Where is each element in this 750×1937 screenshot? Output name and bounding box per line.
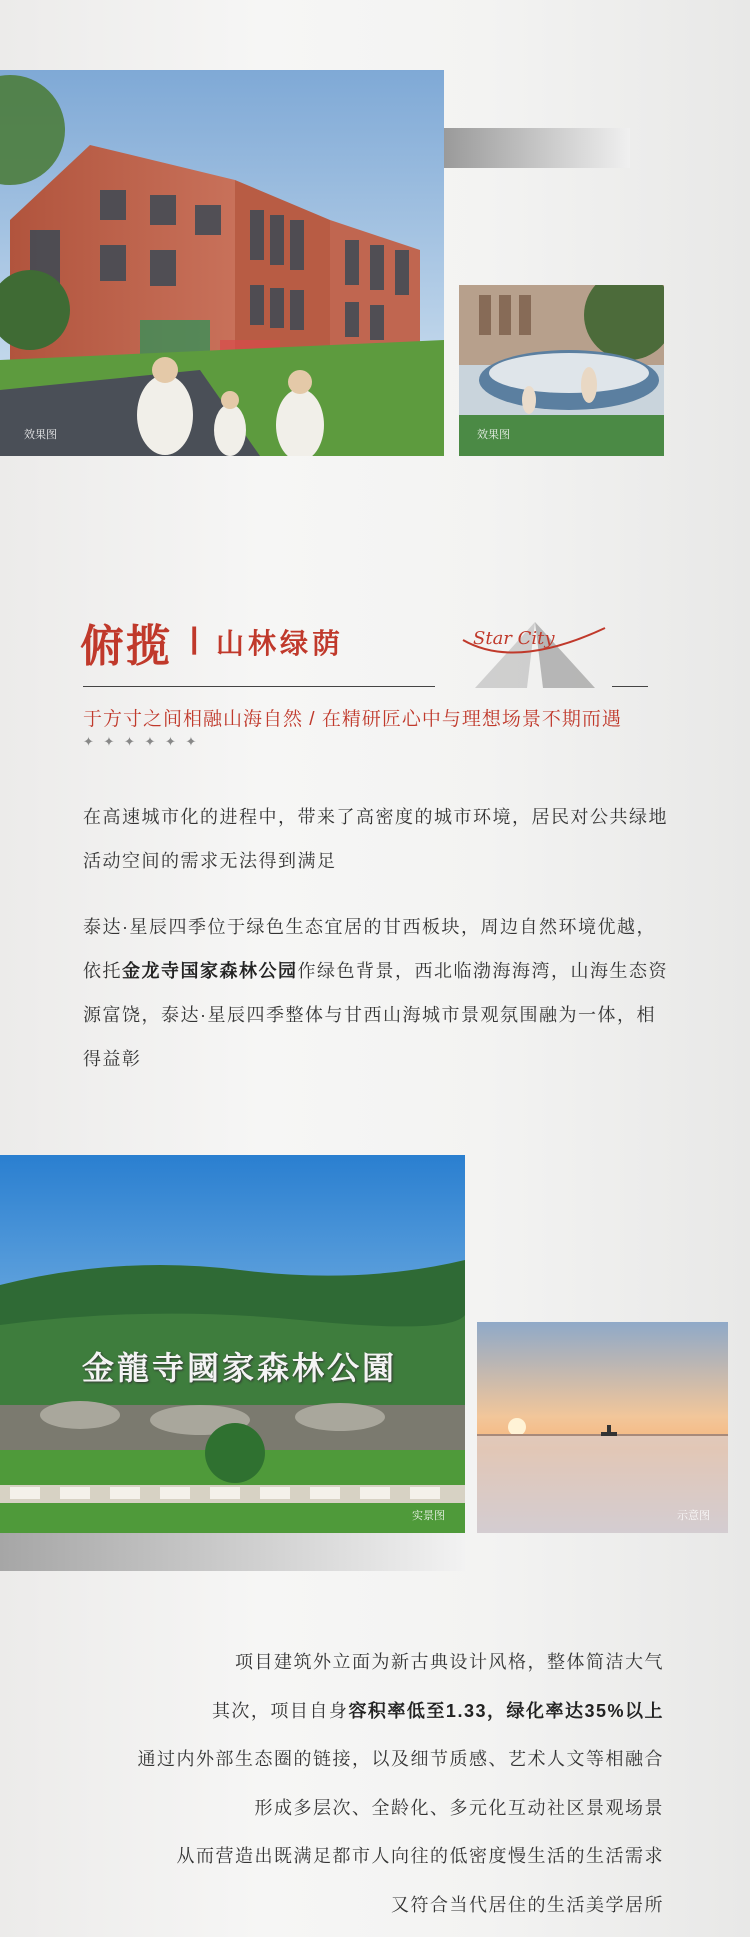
image-caption: 效果图 (477, 429, 510, 441)
sunset-sea-photo (477, 1322, 728, 1533)
decorative-gradient-bar (444, 128, 630, 168)
star-city-logo (455, 600, 615, 690)
closing-line-2-a: 其次，项目自身 (211, 1701, 349, 1721)
section-title-main: 俯揽 (80, 622, 172, 671)
forest-park-name: 金龙寺国家森林公园 (122, 961, 298, 981)
image-caption: 实景图 (412, 1510, 445, 1522)
title-underline-left (83, 686, 435, 687)
closing-line-6: 又符合当代居住的生活美学居所 (391, 1895, 664, 1915)
intro-paragraph: 在高速城市化的进程中，带来了高密度的城市环境，居民对公共绿地活动空间的需求无法得到满足 (83, 807, 668, 871)
closing-line-1: 项目建筑外立面为新古典设计风格，整体简洁大气 (235, 1652, 664, 1672)
section-tagline: 于方寸之间相融山海自然 / 在精研匠心中与理想场景不期而遇 (83, 709, 622, 730)
closing-line-5: 从而营造出既满足都市人向往的低密度慢生活的生活需求 (176, 1846, 664, 1866)
decorative-stars: ✦ ✦ ✦ ✦ ✦ ✦ (83, 734, 200, 749)
location-paragraph (83, 905, 673, 1081)
closing-line-2 (212, 1697, 664, 1723)
school-rendering-image (0, 70, 444, 456)
title-divider: | (190, 622, 199, 655)
closing-line-3: 通过内外部生态圈的链接，以及细节质感、艺术人文等相融合 (137, 1749, 664, 1769)
decorative-gradient-strip (0, 1533, 465, 1571)
park-sign-text: 金龍寺國家森林公園 (82, 1349, 398, 1387)
section-title-sub: 山林绿荫 (216, 629, 345, 660)
logo-text: Star City (473, 628, 555, 649)
location-text-b: 作绿色背景，西北临渤海海湾，山海生态资源富饶，泰达·星辰四季整体与甘西山海城市景观氛围融为一体，相得益彰 (83, 961, 668, 1069)
image-caption: 示意图 (677, 1510, 710, 1522)
location-text-a: 泰达·星辰四季位于绿色生态宜居的甘西板块，周边自然环境优越，依托 (83, 917, 656, 981)
forest-park-photo (0, 1155, 465, 1533)
title-underline-right (612, 686, 648, 687)
image-caption: 效果图 (24, 429, 57, 441)
closing-line-4: 形成多层次、全龄化、多元化互动社区景观场景 (254, 1798, 664, 1818)
playground-rendering-image (459, 285, 664, 456)
closing-line-2-bold: 容积率低至1.33，绿化率达35%以上 (348, 1701, 664, 1721)
